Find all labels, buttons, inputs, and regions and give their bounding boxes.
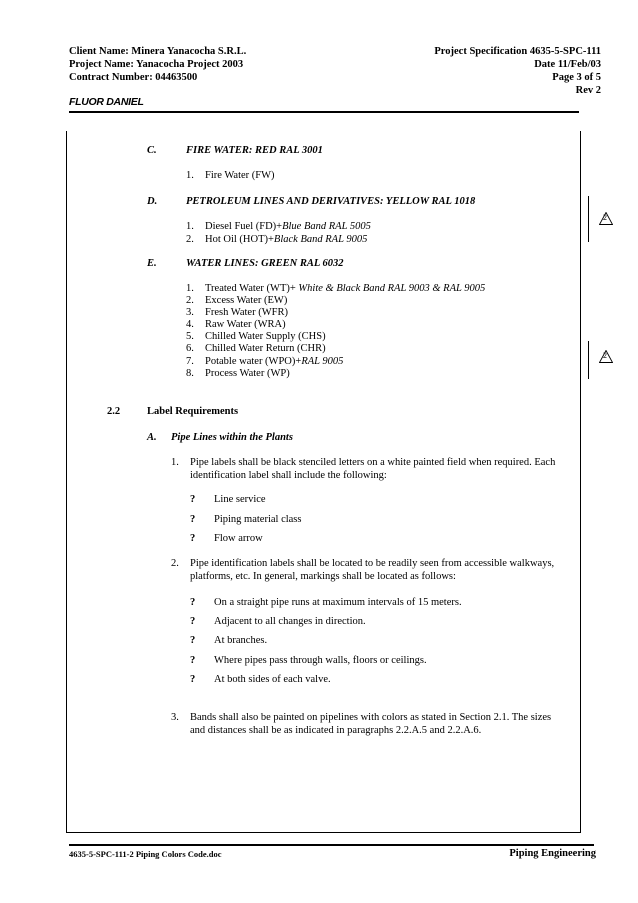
list-item: 3. Fresh Water (WFR) bbox=[186, 307, 288, 318]
document-date: Date 11/Feb/03 bbox=[534, 59, 601, 70]
client-name: Client Name: Minera Yanacocha S.R.L. bbox=[69, 46, 247, 57]
list-item: 8. Process Water (WP) bbox=[186, 368, 290, 379]
list-text: Process Water (WP) bbox=[205, 368, 290, 379]
list-number: 1. bbox=[186, 170, 194, 181]
section-number: 2.2 bbox=[107, 406, 121, 417]
left-frame-line bbox=[66, 131, 67, 833]
list-item: 5. Chilled Water Supply (CHS) bbox=[186, 331, 326, 342]
footer-doc-name: 4635-5-SPC-111-2 Piping Colors Code.doc bbox=[69, 849, 222, 859]
project-name: Project Name: Yanacocha Project 2003 bbox=[69, 59, 244, 70]
list-item bbox=[186, 169, 275, 182]
revision-marker-label: 2 bbox=[603, 351, 607, 360]
section-title: FIRE WATER: RED RAL 3001 bbox=[186, 145, 323, 156]
section-letter: D. bbox=[147, 196, 158, 207]
bullet-item: At branches. bbox=[214, 635, 268, 646]
bullet-item: Line service bbox=[214, 494, 266, 505]
list-item: 7. Potable water (WPO)+RAL 9005 bbox=[186, 356, 344, 367]
bullet-glyph: ? bbox=[190, 674, 196, 685]
list-item: 6. Chilled Water Return (CHR) bbox=[186, 343, 326, 354]
section-letter: E. bbox=[147, 258, 157, 269]
list-item: 4. Raw Water (WRA) bbox=[186, 319, 286, 330]
section-title: PETROLEUM LINES AND DERIVATIVES: YELLOW RAL 1018 bbox=[186, 196, 476, 207]
section-heading: Label Requirements bbox=[147, 406, 239, 417]
list-item: 2. Excess Water (EW) bbox=[186, 295, 288, 306]
header-rule bbox=[69, 111, 579, 113]
list-item bbox=[186, 233, 368, 246]
list-text: Diesel Fuel (FD)+Blue Band RAL 5005 bbox=[205, 221, 371, 232]
bullet-item: Flow arrow bbox=[214, 533, 263, 544]
bullet-glyph: ? bbox=[190, 597, 196, 608]
revision-marker-label: 2 bbox=[603, 213, 607, 222]
paragraph-line: Pipe identification labels shall be located to be readily seen from accessible walkways, bbox=[190, 558, 555, 569]
bullet-glyph: ? bbox=[190, 616, 196, 627]
page-number: Page 3 of 5 bbox=[552, 72, 601, 83]
bullet-item: Where pipes pass through walls, floors or ceilings. bbox=[214, 655, 427, 666]
list-item bbox=[186, 220, 371, 233]
paragraph-line: identification label shall include the following: bbox=[190, 470, 387, 481]
bullet-item: On a straight pipe runs at maximum intervals of 15 meters. bbox=[214, 597, 462, 608]
project-spec: Project Specification 4635-5-SPC-111 bbox=[434, 46, 601, 57]
list-number: 1. bbox=[186, 221, 194, 232]
bullet-glyph: ? bbox=[190, 655, 196, 666]
list-text: Chilled Water Return (CHR) bbox=[205, 343, 326, 354]
list-text: Raw Water (WRA) bbox=[205, 319, 286, 330]
footer-department: Piping Engineering bbox=[509, 848, 596, 859]
section-letter: C. bbox=[147, 145, 157, 156]
bullet-item: At both sides of each valve. bbox=[214, 674, 331, 685]
bullet-item: Adjacent to all changes in direction. bbox=[214, 616, 366, 627]
paragraph-number: 1. bbox=[171, 457, 179, 468]
paragraph-line: platforms, etc. In general, markings shall be located as follows: bbox=[190, 571, 456, 582]
revision-bar bbox=[588, 196, 589, 242]
paragraph-line: Pipe labels shall be black stenciled letters on a white painted field when required. Each bbox=[190, 457, 556, 468]
paragraph-number: 3. bbox=[171, 712, 179, 723]
contract-number: Contract Number: 04463500 bbox=[69, 72, 198, 83]
footer-rule bbox=[69, 844, 594, 846]
list-text: Potable water (WPO)+RAL 9005 bbox=[205, 356, 344, 367]
paragraph-line: Bands shall also be painted on pipelines with colors as stated in Section 2.1. The sizes bbox=[190, 712, 552, 723]
bullet-glyph: ? bbox=[190, 533, 196, 544]
list-item: 1. Treated Water (WT)+ White & Black Band RAL 9003 & RAL 9005 bbox=[186, 283, 486, 294]
bullet-item: Piping material class bbox=[214, 514, 302, 525]
subsection-letter: A. bbox=[147, 432, 157, 443]
list-text: Hot Oil (HOT)+Black Band RAL 9005 bbox=[205, 234, 368, 245]
list-text: Treated Water (WT)+ White & Black Band RAL 9003 & RAL 9005 bbox=[205, 283, 486, 294]
revision-bar bbox=[588, 341, 589, 379]
paragraph-line: and distances shall be as indicated in paragraphs 2.2.A.5 and 2.2.A.6. bbox=[190, 725, 482, 736]
subsection-title: Pipe Lines within the Plants bbox=[171, 432, 293, 443]
bottom-frame-line bbox=[66, 832, 581, 833]
right-frame-line bbox=[580, 131, 581, 833]
bullet-glyph: ? bbox=[190, 635, 196, 646]
paragraph-number: 2. bbox=[171, 558, 179, 569]
list-number: 2. bbox=[186, 234, 194, 245]
list-text: Chilled Water Supply (CHS) bbox=[205, 331, 326, 342]
list-text: Fresh Water (WFR) bbox=[205, 307, 288, 318]
company-logo: FLUOR DANIEL bbox=[69, 96, 144, 108]
bullet-glyph: ? bbox=[190, 514, 196, 525]
revision: Rev 2 bbox=[575, 85, 601, 96]
list-text: Excess Water (EW) bbox=[205, 295, 288, 306]
list-text: Fire Water (FW) bbox=[205, 170, 275, 181]
bullet-glyph: ? bbox=[190, 494, 196, 505]
section-title: WATER LINES: GREEN RAL 6032 bbox=[186, 258, 344, 269]
